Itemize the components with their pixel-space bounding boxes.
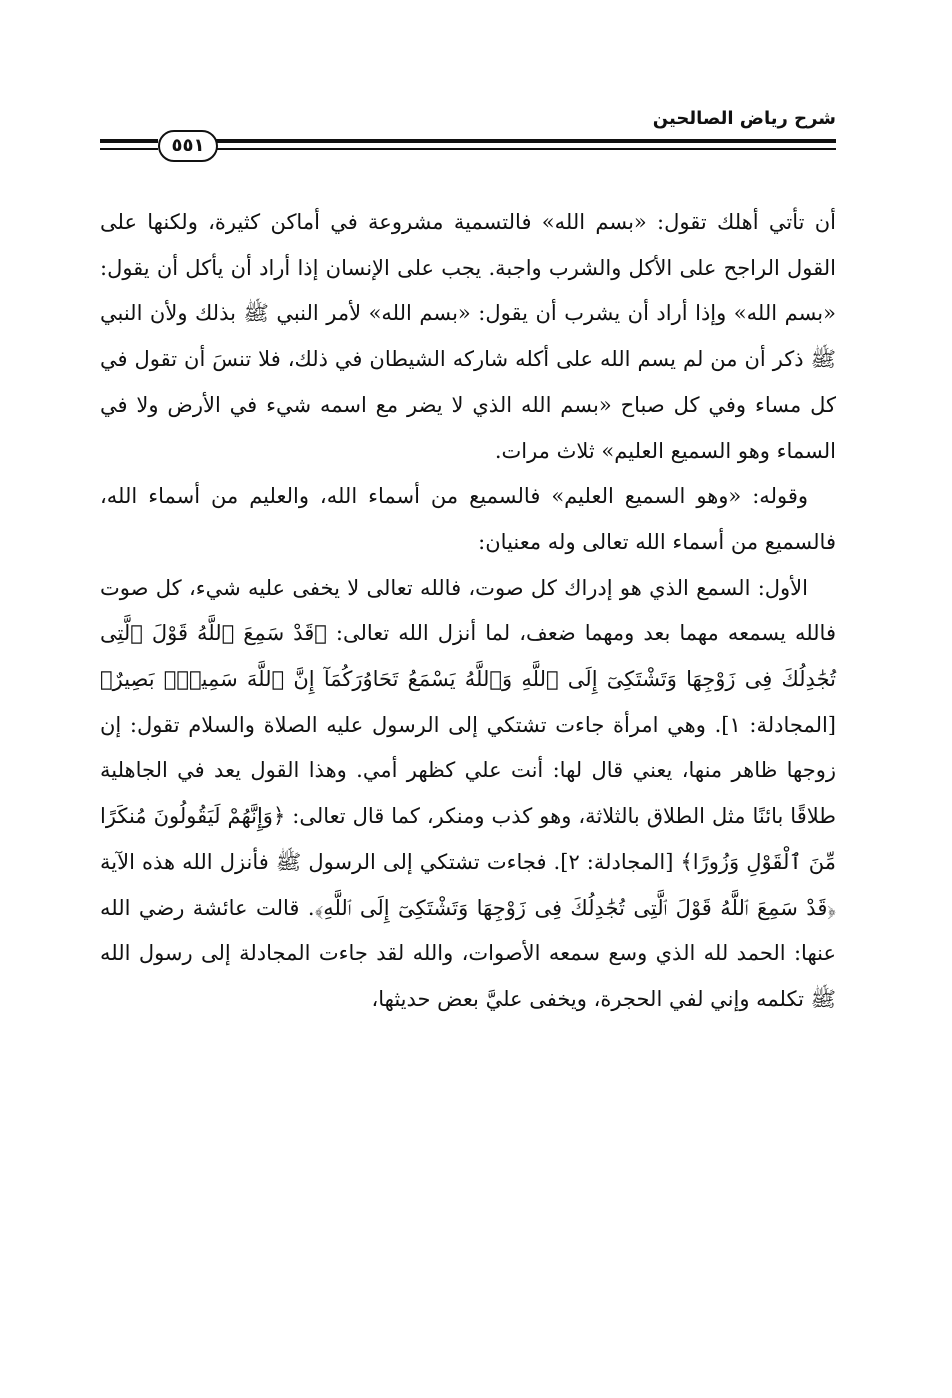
header-rule-left-top: [100, 139, 158, 143]
running-title: شرح رياض الصالحين: [652, 108, 836, 129]
header-rule-bottom: [216, 148, 836, 150]
header-rule-top: [216, 139, 836, 143]
paragraph-3: الأول: السمع الذي هو إدراك كل صوت، فالله تعالى لا يخفى عليه شيء، كل صوت فالله يسمعه مهما بعد ومهما ضعف، لما أنزل الله تعالى: ﴿قَدْ سَمِعَ ٱللَّهُ قَوْلَ ٱلَّتِى تُجَٰدِلُكَ فِى زَوْجِهَا وَتَشْتَكِىٓ إِلَى ٱللَّهِ وَٱللَّهُ يَسْمَعُ تَحَاوُرَكُمَآ إِنَّ ٱللَّهَ سَمِيعٌۢ بَصِيرٌ﴾ [المجادلة: ١]. وهي امرأة جاءت تشتكي إلى الرسول عليه الصلاة والسلام تقول: إن زوجها ظاهر منها، يعني قال لها: أنت علي كظهر أمي. وهذا القول يعد في الجاهلية طلاقًا بائنًا مثل الطلاق بالثلاثة، وهو كذب ومنكر، كما قال تعالى: ﴿وَإِنَّهُمْ لَيَقُولُونَ مُنكَرًا مِّنَ ٱلْقَوْلِ وَزُورًا﴾ [المجادلة: ٢]. فجاءت تشتكي إلى الرسول ﷺ فأنزل الله هذه الآية ﴿قَدْ سَمِعَ ٱللَّهُ قَوْلَ ٱلَّتِى تُجَٰدِلُكَ فِى زَوْجِهَا وَتَشْتَكِىٓ إِلَى ٱللَّهِ﴾. قالت عائشة رضي الله عنها: الحمد لله الذي وسع سمعه الأصوات، والله لقد جاءت المجادلة إلى رسول الله ﷺ تكلمه وإني لفي الحجرة، ويخفى عليَّ بعض حديثها،: [100, 575, 837, 1011]
page-number: ٥٥١: [158, 130, 218, 162]
body-text: [100, 200, 836, 1023]
page-header: [100, 108, 836, 156]
paragraph-2: وقوله: «وهو السميع العليم» فالسميع من أسماء الله، والعليم من أسماء الله، فالسميع من أسماء الله تعالى وله معنيان:: [100, 484, 836, 554]
header-rule-left-bottom: [100, 148, 158, 150]
paragraph-1: أن تأتي أهلك تقول: «بسم الله» فالتسمية مشروعة في أماكن كثيرة، ولكنها على القول الراجح على الأكل والشرب واجبة. يجب على الإنسان إذا أراد أن يأكل أن يقول: «بسم الله» وإذا أراد أن يشرب أن يقول: «بسم الله» لأمر النبي ﷺ بذلك ولأن النبي ﷺ ذكر أن من لم يسم الله على أكله شاركه الشيطان في ذلك، فلا تنسَ أن تقول في كل مساء وفي كل صباح «بسم الله الذي لا يضر مع اسمه شيء في الأرض ولا في السماء وهو السميع العليم» ثلاث مرات.: [100, 210, 836, 463]
